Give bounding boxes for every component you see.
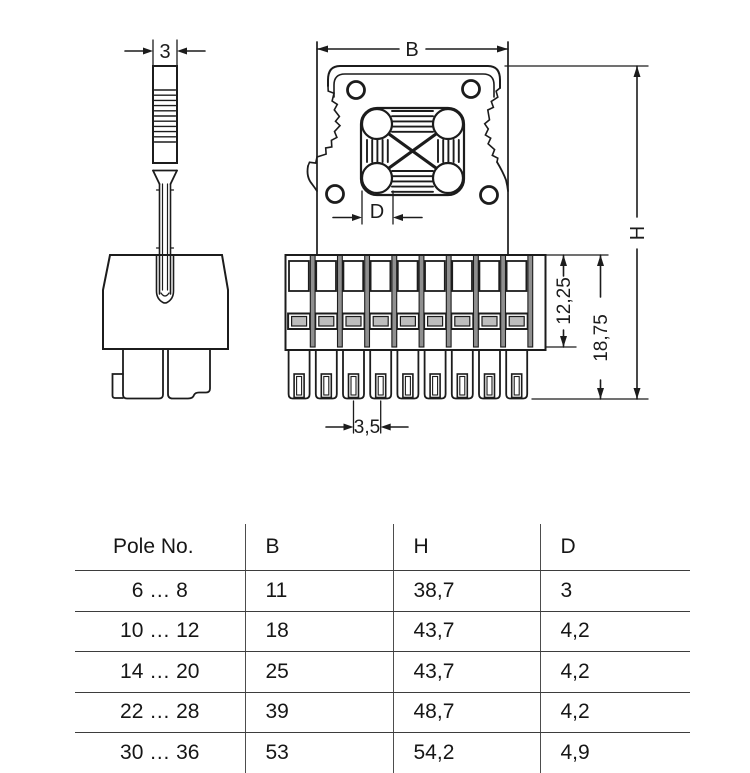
pole-dimension-table xyxy=(75,524,690,773)
table-cell: 3 xyxy=(540,571,690,612)
leg-contact-inner xyxy=(378,377,383,396)
dim-lever-width xyxy=(125,41,205,63)
leg-contact xyxy=(512,374,522,398)
leg-contact-inner xyxy=(324,377,329,396)
pole-slot-inner xyxy=(292,317,307,327)
table-cell: 10 … 12 xyxy=(75,611,245,652)
leg-contact-inner xyxy=(514,377,519,396)
pole-slot-inner xyxy=(373,317,388,327)
leg-contact xyxy=(485,374,495,398)
table-cell: 38,7 xyxy=(393,571,540,612)
column-header: D xyxy=(540,524,690,571)
pole-divider xyxy=(310,255,315,347)
leg-contact xyxy=(430,374,440,398)
table-row xyxy=(75,611,690,652)
table-cell: 11 xyxy=(245,571,393,612)
dim-plate-width xyxy=(317,39,508,61)
side-leg-left xyxy=(123,349,163,399)
table-cell: 25 xyxy=(245,652,393,693)
mounting-hole xyxy=(327,186,344,203)
pole-divider xyxy=(446,255,451,347)
serrated-edge-left xyxy=(308,86,340,166)
pole-window xyxy=(452,261,472,291)
table-cell: 4,2 xyxy=(540,692,690,733)
leg-contact xyxy=(294,374,304,398)
table-cell: 48,7 xyxy=(393,692,540,733)
pole-row xyxy=(288,255,533,399)
pole-divider xyxy=(528,255,533,347)
table-cell: 4,2 xyxy=(540,611,690,652)
table-cell: 18 xyxy=(245,611,393,652)
table-cell: 30 … 36 xyxy=(120,740,200,764)
dim-pole-pitch xyxy=(326,401,408,438)
pole-window xyxy=(507,261,527,291)
pole-slot-inner xyxy=(319,317,334,327)
pole-window xyxy=(479,261,499,291)
table-cell: 39 xyxy=(245,692,393,733)
pole-window xyxy=(343,261,363,291)
dim-upper-height xyxy=(554,255,575,347)
dim-label-d: D xyxy=(369,201,385,223)
side-leg-right xyxy=(168,349,210,399)
table-cell: 4,9 xyxy=(540,733,690,773)
column-header: B xyxy=(245,524,393,571)
pole-window xyxy=(371,261,391,291)
pole-window xyxy=(316,261,336,291)
side-view xyxy=(103,40,228,399)
leg-contact xyxy=(376,374,386,398)
table-cell: 54,2 xyxy=(393,733,540,773)
center-post-cluster xyxy=(361,108,464,195)
table-cell: 43,7 xyxy=(393,611,540,652)
mounting-hole xyxy=(481,187,498,204)
table-cell: 14 … 20 xyxy=(75,652,245,693)
table-cell: 53 xyxy=(245,733,393,773)
front-view xyxy=(286,255,546,438)
table-row xyxy=(75,571,690,612)
dim-label-12-25: 12,25 xyxy=(554,277,575,325)
dim-lower-height xyxy=(591,255,612,399)
pole-window xyxy=(398,261,418,291)
leg-contact-inner xyxy=(487,377,492,396)
column-header: Pole No. xyxy=(75,524,245,571)
dim-label-lever-width: 3 xyxy=(159,41,171,63)
leg-contact xyxy=(321,374,331,398)
dim-label-h: H xyxy=(627,225,649,241)
pole-divider xyxy=(392,255,397,347)
table-header-row xyxy=(75,524,690,571)
leg-contact xyxy=(403,374,413,398)
pole-divider xyxy=(474,255,479,347)
pole-slot-inner xyxy=(482,317,497,327)
leg-contact-inner xyxy=(460,377,465,396)
leg-contact-inner xyxy=(351,377,356,396)
pole-divider xyxy=(419,255,424,347)
leg-contact xyxy=(457,374,467,398)
pole-slot-inner xyxy=(400,317,415,327)
pole-slot-inner xyxy=(428,317,443,327)
table-row xyxy=(75,652,690,693)
pole-window xyxy=(289,261,309,291)
serrated-edge-right xyxy=(485,88,500,162)
table-cell: 6 … 8 xyxy=(75,571,245,612)
pole-slot-inner xyxy=(509,317,524,327)
pole-window xyxy=(425,261,445,291)
pole-slot-inner xyxy=(455,317,470,327)
mounting-hole xyxy=(463,81,480,98)
leg-contact xyxy=(349,374,359,398)
pole-divider xyxy=(501,255,506,347)
lever-ribs xyxy=(155,90,176,142)
leg-contact-inner xyxy=(405,377,410,396)
column-header: H xyxy=(393,524,540,571)
pole-divider xyxy=(338,255,343,347)
pole-divider xyxy=(365,255,370,347)
table-row xyxy=(75,692,690,733)
pole-slot-inner xyxy=(346,317,361,327)
table-cell: 43,7 xyxy=(393,652,540,693)
table-row xyxy=(75,733,690,773)
flange-view xyxy=(308,39,509,255)
leg-contact-inner xyxy=(433,377,438,396)
dim-label-pitch: 3,5 xyxy=(353,417,381,438)
table-cell: 22 … 28 xyxy=(75,692,245,733)
dim-label-18-75: 18,75 xyxy=(591,314,612,362)
dim-label-b: B xyxy=(405,39,419,61)
dim-total-height xyxy=(627,66,649,399)
table-cell: 4,2 xyxy=(540,652,690,693)
side-housing xyxy=(103,255,228,349)
leg-contact-inner xyxy=(297,377,302,396)
side-leg-tab xyxy=(113,374,124,398)
mounting-hole xyxy=(348,82,365,99)
